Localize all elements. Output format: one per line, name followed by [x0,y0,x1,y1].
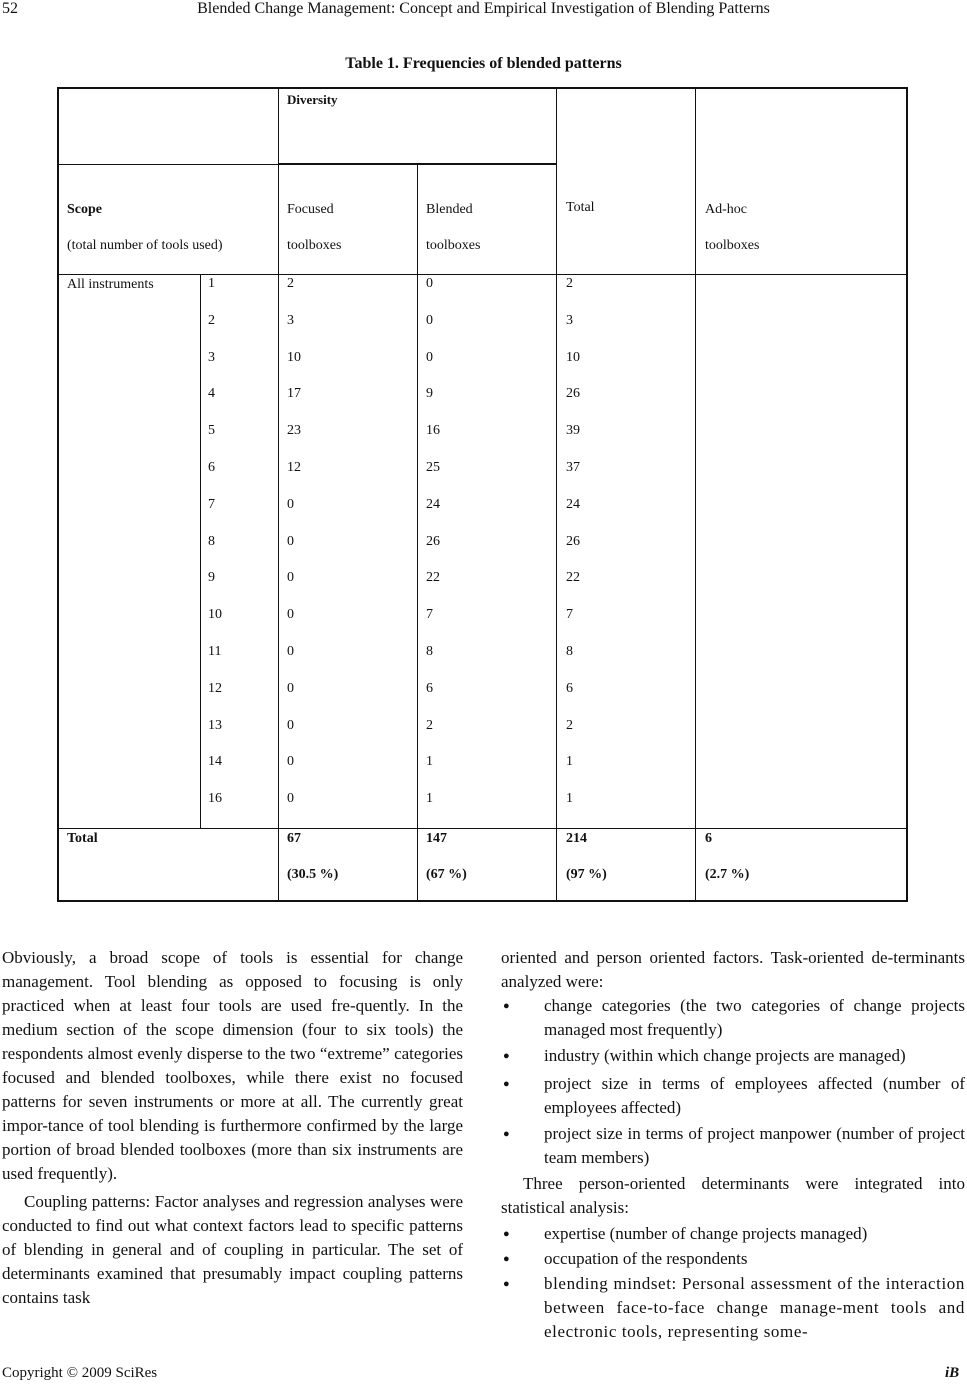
adhoc-total: 6 [705,831,712,846]
bullet-icon: ● [503,1253,510,1265]
total-header: Total [566,200,595,215]
table-divider [278,89,279,902]
diversity-header: Diversity [287,92,338,107]
total-column [566,276,580,828]
list-item: ● change categories (the two categories of change projects managed most frequently) [503,996,965,1039]
table-divider [200,274,201,828]
scope-subheader: (total number of tools used) [67,238,223,253]
table-cell: 26 [566,533,580,549]
focused-header-line2: toolboxes [287,238,342,253]
focused-column [287,276,301,828]
person-determinants-list [501,1222,965,1344]
table-cell: 5 [208,423,215,439]
table-cell: 0 [287,754,294,770]
adhoc-header-line2: toolboxes [705,238,760,253]
table-cell: 0 [426,312,433,328]
body-paragraph: Coupling patterns: Factor analyses and regression analyses were conducted to find out what context factors lead to specific patterns of blending in general and of coupling in particular. The set of determinants examined that presumably impact coupling patterns contains task [2,1192,463,1307]
table-divider [556,89,557,902]
body-paragraph: Three person-oriented determinants were integrated into statistical analysis: [501,1174,965,1217]
table-cell: 2 [566,276,573,291]
table-cell: 0 [287,680,294,696]
focused-total: 67 [287,831,301,846]
grand-total-pct: (97 %) [566,867,607,882]
table-cell: 6 [208,459,215,475]
table-divider [278,163,556,165]
bullet-icon: ● [503,1228,510,1240]
list-item: ● occupation of the respondents [501,1247,965,1271]
adhoc-header: Ad-hoc [705,202,747,217]
table-cell: 26 [566,386,580,402]
page-number: 52 [2,0,18,17]
table-cell: 16 [426,423,440,439]
focused-header: Focused [287,202,334,217]
table-cell: 26 [426,533,440,549]
table-cell: 7 [208,496,215,512]
table-cell: 1 [566,791,573,807]
table-cell: 0 [287,717,294,733]
table-cell: 23 [287,423,301,439]
left-text-column [2,946,463,1310]
blended-header: Blended [426,202,473,217]
table-cell: 11 [208,643,222,659]
table-cell: 0 [287,607,294,623]
table-cell: 8 [426,643,433,659]
table-cell: 17 [287,386,301,402]
table-divider [59,164,278,165]
table-cell: 0 [287,791,294,807]
table-cell: 10 [566,349,580,365]
table-cell: 25 [426,459,440,475]
table-cell: 8 [566,643,573,659]
table-cell: 12 [287,459,301,475]
totals-row-label: Total [67,831,98,846]
bullet-icon: ● [503,1278,511,1290]
bullet-icon: ● [503,1050,510,1062]
table-cell: 0 [287,533,294,549]
list-item: ● blending mindset: Personal assessment of the interaction between face-to-face change manage-ment tools and electronic tools, representing some- [503,1274,965,1341]
blended-total-pct: (67 %) [426,867,467,882]
task-determinants-list [501,994,965,1170]
table-cell: 39 [566,423,580,439]
scope-header: Scope [67,202,102,217]
table-cell: 0 [287,643,294,659]
table-cell: 3 [208,349,215,365]
table-cell: 10 [208,607,222,623]
table-cell: 22 [426,570,440,586]
list-item: ● expertise (number of change projects managed) [501,1222,965,1246]
table-cell: 2 [208,312,215,328]
table-cell: 1 [426,791,433,807]
table-divider [695,89,696,902]
table-cell: 7 [426,607,433,623]
table-cell: 2 [287,276,294,291]
blended-column [426,276,440,828]
table-cell: 3 [287,312,294,328]
tools-count-column [208,276,222,828]
right-text-column [501,946,965,1344]
list-item: ● project size in terms of project manpower (number of project team members) [503,1124,965,1167]
table-cell: 10 [287,349,301,365]
table-cell: 0 [426,349,433,365]
table-cell: 13 [208,717,222,733]
focused-total-pct: (30.5 %) [287,867,339,882]
table-divider [59,828,908,829]
table-cell: 6 [426,680,433,696]
body-paragraph: Obviously, a broad scope of tools is essential for change management. Tool blending as opposed to focusing is only practiced when at least four tools are used fre-quently. In the medium section of the scope dimension (four to six tools) the respondents almost evenly disperse to the two “extreme” categories focused and blended toolboxes, while there exist no focused patterns for seven instruments or more at all. The currently great impor-tance of tool blending is furthermore confirmed by the large portion of broad blended toolboxes (more than six instruments are used frequently). [2,948,463,1183]
table-cell: 3 [566,312,573,328]
table-cell: 7 [566,607,573,623]
table-cell: 4 [208,386,215,402]
table-cell: 24 [566,496,580,512]
blended-header-line2: toolboxes [426,238,481,253]
table-cell: 12 [208,680,222,696]
table-cell: 9 [426,386,433,402]
table-cell: 16 [208,791,222,807]
table-cell: 6 [566,680,573,696]
table-cell: 8 [208,533,215,549]
running-title: Blended Change Management: Concept and Empirical Investigation of Blending Patterns [197,0,770,17]
table-cell: 0 [287,496,294,512]
table-cell: 2 [566,717,573,733]
table-cell: 14 [208,754,222,770]
journal-mark: iB [945,1365,960,1381]
table-cell: 2 [426,717,433,733]
table-cell: 0 [287,570,294,586]
bullet-icon: ● [503,1128,510,1140]
table-divider [59,274,908,275]
table-cell: 22 [566,570,580,586]
adhoc-total-pct: (2.7 %) [705,867,750,882]
table-caption: Table 1. Frequencies of blended patterns [345,55,622,72]
row-group-label: All instruments [67,277,154,292]
body-paragraph: oriented and person oriented factors. Task-oriented de-terminants analyzed were: [501,948,965,991]
table-cell: 1 [426,754,433,770]
table-cell: 24 [426,496,440,512]
table-cell: 9 [208,570,215,586]
table-cell: 1 [208,276,215,291]
copyright-footer: Copyright © 2009 SciRes [2,1365,158,1381]
frequency-table [57,87,908,902]
table-cell: 37 [566,459,580,475]
blended-total: 147 [426,831,447,846]
list-item: ● project size in terms of employees affected (number of employees affected) [503,1074,965,1117]
list-item: ● industry (within which change projects are managed) [501,1044,965,1068]
table-cell: 0 [426,276,433,291]
bullet-icon: ● [503,1078,510,1090]
table-cell: 1 [566,754,573,770]
bullet-icon: ● [503,1000,510,1012]
grand-total: 214 [566,831,587,846]
